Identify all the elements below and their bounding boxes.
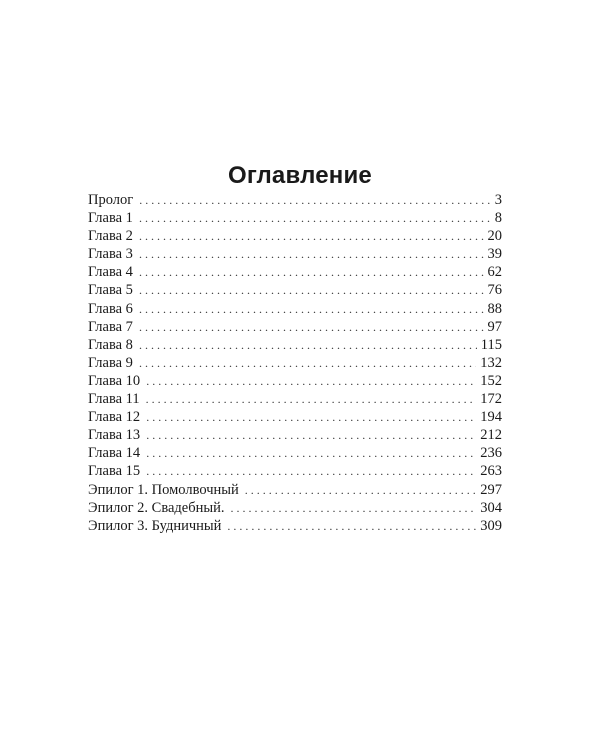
- toc-entry-title: Глава 2: [88, 228, 133, 245]
- toc-entry-page: 3: [494, 192, 502, 208]
- toc-entry-title: Глава 10: [88, 372, 141, 389]
- dot-leader: [146, 462, 476, 480]
- dot-leader: [146, 408, 476, 426]
- toc-entry-title: Глава 4: [88, 264, 133, 281]
- dot-leader: [139, 336, 477, 354]
- dot-leader: [139, 209, 491, 227]
- toc-entry-page: 212: [480, 427, 502, 444]
- toc-entry-page: 263: [480, 463, 502, 480]
- toc-entry[interactable]: [88, 227, 502, 245]
- toc-entry[interactable]: [88, 191, 502, 209]
- toc-entry-title: Глава 8: [88, 336, 133, 353]
- dot-leader: [146, 390, 477, 408]
- toc-entry[interactable]: [88, 281, 502, 299]
- dot-leader: [139, 354, 476, 372]
- toc-entry-page: 115: [480, 336, 502, 353]
- toc-entry[interactable]: [88, 245, 502, 263]
- toc-entry-title: Глава 7: [88, 318, 133, 335]
- dot-leader: [146, 372, 476, 390]
- toc-entry-title: Глава 13: [88, 427, 141, 444]
- toc-entry-page: 97: [487, 318, 502, 335]
- toc-entry[interactable]: [88, 499, 502, 517]
- dot-leader: [146, 426, 476, 444]
- toc-entry[interactable]: [88, 426, 502, 444]
- dot-leader: [227, 517, 476, 535]
- toc-entry-page: 172: [480, 391, 502, 408]
- dot-leader: [139, 191, 491, 209]
- toc-entry-page: 132: [480, 354, 502, 371]
- dot-leader: [146, 444, 476, 462]
- toc-entry-page: 152: [480, 372, 502, 389]
- toc-entry-page: 304: [480, 499, 502, 516]
- toc-entry-title: Глава 9: [88, 354, 133, 371]
- toc-entry-page: 194: [480, 409, 502, 426]
- toc-entry[interactable]: [88, 444, 502, 462]
- toc-entry-page: 62: [487, 264, 502, 281]
- toc-entry[interactable]: [88, 354, 502, 372]
- toc-entry-title: Эпилог 1. Помолвочный: [88, 481, 239, 498]
- dot-leader: [139, 318, 484, 336]
- toc-entry-title: Глава 15: [88, 463, 141, 480]
- toc-entry-title: Глава 3: [88, 246, 133, 263]
- toc-entry-title: Глава 14: [88, 445, 141, 462]
- toc-entry-title: Глава 12: [88, 409, 141, 426]
- toc-entry[interactable]: [88, 318, 502, 336]
- toc-entry[interactable]: [88, 390, 502, 408]
- toc-entry-page: 297: [480, 481, 502, 498]
- toc-entry[interactable]: [88, 372, 502, 390]
- toc-entry[interactable]: [88, 336, 502, 354]
- toc-entry-title: Эпилог 3. Будничный: [88, 517, 222, 534]
- toc-entry[interactable]: [88, 263, 502, 281]
- toc-entry-title: Глава 1: [88, 210, 133, 227]
- toc-entry-title: Эпилог 2. Свадебный.: [88, 499, 225, 516]
- toc-entry-page: 76: [487, 282, 502, 299]
- page-title: Оглавление: [228, 162, 372, 190]
- toc-entry[interactable]: [88, 408, 502, 426]
- toc-entry-page: 309: [480, 517, 502, 534]
- dot-leader: [139, 300, 484, 318]
- dot-leader: [139, 281, 484, 299]
- toc-entry[interactable]: [88, 300, 502, 318]
- toc-entry-title: Глава 5: [88, 282, 133, 299]
- toc-entry[interactable]: [88, 462, 502, 480]
- toc-entry-page: 8: [494, 210, 502, 227]
- toc-entry-title: Глава 11: [88, 391, 140, 408]
- toc-entry[interactable]: [88, 209, 502, 227]
- toc-entry-page: 39: [487, 246, 502, 263]
- dot-leader: [231, 499, 477, 517]
- toc-entry-title: Глава 6: [88, 300, 133, 317]
- dot-leader: [139, 227, 484, 245]
- toc-entry-page: 20: [487, 228, 502, 245]
- toc-entry-page: 88: [487, 300, 502, 317]
- toc-entry-page: 236: [480, 445, 502, 462]
- toc-entry[interactable]: [88, 481, 502, 499]
- toc-entry[interactable]: [88, 517, 502, 535]
- table-of-contents: [88, 191, 502, 535]
- dot-leader: [139, 263, 484, 281]
- dot-leader: [139, 245, 484, 263]
- dot-leader: [245, 481, 477, 499]
- toc-entry-title: Пролог: [88, 192, 134, 208]
